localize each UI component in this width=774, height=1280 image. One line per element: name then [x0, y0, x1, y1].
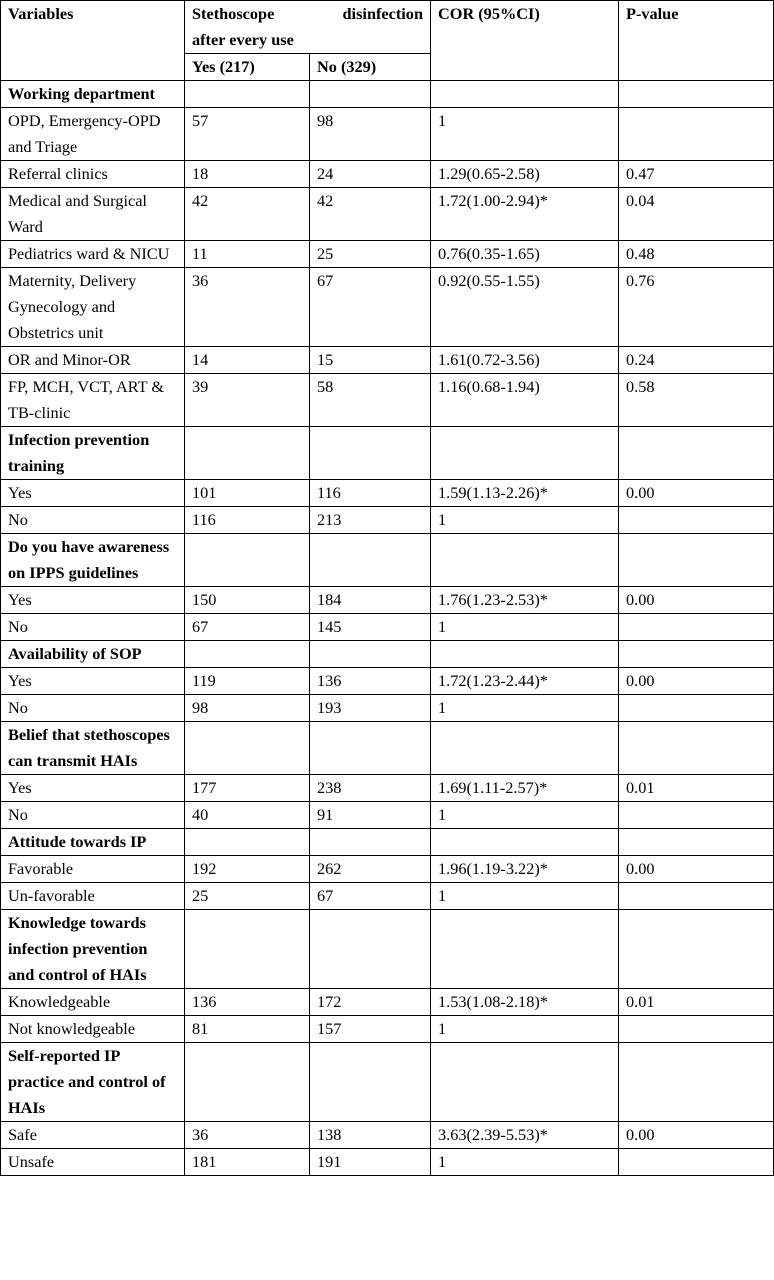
- cell-pvalue: [619, 695, 774, 722]
- cell-no: [310, 910, 431, 989]
- cell-yes: 18: [185, 161, 310, 188]
- row-label: Unsafe: [1, 1149, 185, 1176]
- cell-yes: 150: [185, 587, 310, 614]
- cell-pvalue: 0.00: [619, 856, 774, 883]
- section-row: [1, 910, 774, 989]
- cell-pvalue: [619, 722, 774, 775]
- cell-cor: 0.76(0.35-1.65): [431, 241, 619, 268]
- cell-cor: 1.29(0.65-2.58): [431, 161, 619, 188]
- header-no: No (329): [310, 54, 431, 81]
- row-label: Attitude towards IP: [1, 829, 185, 856]
- cell-no: [310, 427, 431, 480]
- table-row: [1, 1122, 774, 1149]
- table-row: [1, 1149, 774, 1176]
- row-label: OPD, Emergency-OPD and Triage: [1, 108, 185, 161]
- section-row: [1, 1043, 774, 1122]
- cell-pvalue: [619, 108, 774, 161]
- cell-yes: 36: [185, 1122, 310, 1149]
- row-label: Pediatrics ward & NICU: [1, 241, 185, 268]
- section-row: [1, 427, 774, 480]
- section-row: [1, 534, 774, 587]
- table-row: [1, 480, 774, 507]
- table-row: [1, 507, 774, 534]
- cell-no: 91: [310, 802, 431, 829]
- cell-yes: 119: [185, 668, 310, 695]
- row-label: Belief that stethoscopes can transmit HAIs: [1, 722, 185, 775]
- row-label: Do you have awareness on IPPS guidelines: [1, 534, 185, 587]
- row-label: FP, MCH, VCT, ART & TB-clinic: [1, 374, 185, 427]
- row-label: OR and Minor-OR: [1, 347, 185, 374]
- cell-no: 15: [310, 347, 431, 374]
- cell-pvalue: [619, 910, 774, 989]
- row-label: No: [1, 507, 185, 534]
- cell-cor: 1: [431, 507, 619, 534]
- cell-cor: 1: [431, 695, 619, 722]
- table-row: [1, 989, 774, 1016]
- cell-pvalue: 0.24: [619, 347, 774, 374]
- cell-yes: 39: [185, 374, 310, 427]
- cell-pvalue: 0.01: [619, 775, 774, 802]
- table-row: [1, 347, 774, 374]
- cell-no: 145: [310, 614, 431, 641]
- cell-yes: [185, 910, 310, 989]
- cell-pvalue: 0.00: [619, 587, 774, 614]
- row-label: Yes: [1, 480, 185, 507]
- cell-cor: 1.76(1.23-2.53)*: [431, 587, 619, 614]
- cell-pvalue: 0.47: [619, 161, 774, 188]
- cell-cor: 1.96(1.19-3.22)*: [431, 856, 619, 883]
- table-body: [1, 81, 774, 1176]
- cell-yes: 57: [185, 108, 310, 161]
- cell-cor: [431, 829, 619, 856]
- cell-cor: [431, 641, 619, 668]
- cell-yes: 116: [185, 507, 310, 534]
- cell-no: 136: [310, 668, 431, 695]
- cell-no: [310, 641, 431, 668]
- cell-cor: [431, 722, 619, 775]
- cell-cor: [431, 1043, 619, 1122]
- cell-cor: 1: [431, 802, 619, 829]
- row-label: Yes: [1, 587, 185, 614]
- cell-cor: 1: [431, 1016, 619, 1043]
- cell-no: [310, 81, 431, 108]
- row-label: No: [1, 614, 185, 641]
- section-row: [1, 81, 774, 108]
- row-label: Referral clinics: [1, 161, 185, 188]
- cell-no: 67: [310, 268, 431, 347]
- cell-yes: 14: [185, 347, 310, 374]
- cell-pvalue: 0.00: [619, 480, 774, 507]
- header-cor: COR (95%CI): [431, 1, 619, 81]
- cell-cor: [431, 910, 619, 989]
- cell-cor: 1.61(0.72-3.56): [431, 347, 619, 374]
- row-label: No: [1, 695, 185, 722]
- section-row: [1, 641, 774, 668]
- cell-pvalue: 0.58: [619, 374, 774, 427]
- table-row: [1, 268, 774, 347]
- table-row: [1, 883, 774, 910]
- cell-pvalue: 0.00: [619, 1122, 774, 1149]
- cell-cor: 1.53(1.08-2.18)*: [431, 989, 619, 1016]
- cell-no: 58: [310, 374, 431, 427]
- cell-pvalue: [619, 1043, 774, 1122]
- row-label: Infection prevention training: [1, 427, 185, 480]
- cell-pvalue: [619, 534, 774, 587]
- cell-no: 24: [310, 161, 431, 188]
- row-label: Availability of SOP: [1, 641, 185, 668]
- cell-pvalue: [619, 883, 774, 910]
- row-label: Knowledgeable: [1, 989, 185, 1016]
- cell-yes: [185, 534, 310, 587]
- cell-yes: 40: [185, 802, 310, 829]
- cell-yes: 101: [185, 480, 310, 507]
- cell-pvalue: [619, 1149, 774, 1176]
- cell-cor: 1.72(1.00-2.94)*: [431, 188, 619, 241]
- cell-yes: [185, 1043, 310, 1122]
- row-label: Favorable: [1, 856, 185, 883]
- header-pvalue: P-value: [619, 1, 774, 81]
- cell-no: [310, 1043, 431, 1122]
- cell-yes: 25: [185, 883, 310, 910]
- header-row: [1, 1, 774, 54]
- cell-no: 193: [310, 695, 431, 722]
- cell-yes: [185, 722, 310, 775]
- cell-no: 213: [310, 507, 431, 534]
- table-row: [1, 374, 774, 427]
- cell-cor: 1.72(1.23-2.44)*: [431, 668, 619, 695]
- cell-pvalue: 0.48: [619, 241, 774, 268]
- cell-no: 98: [310, 108, 431, 161]
- cell-no: [310, 722, 431, 775]
- cell-cor: [431, 427, 619, 480]
- header-disinfection: [185, 1, 431, 54]
- cell-pvalue: 0.00: [619, 668, 774, 695]
- table-row: [1, 241, 774, 268]
- table-row: [1, 856, 774, 883]
- cell-yes: [185, 81, 310, 108]
- table-row: [1, 108, 774, 161]
- cell-yes: 181: [185, 1149, 310, 1176]
- cell-cor: 1.69(1.11-2.57)*: [431, 775, 619, 802]
- cell-pvalue: 0.76: [619, 268, 774, 347]
- table-row: [1, 188, 774, 241]
- cell-yes: 11: [185, 241, 310, 268]
- cell-no: 172: [310, 989, 431, 1016]
- cell-pvalue: [619, 1016, 774, 1043]
- cell-no: 238: [310, 775, 431, 802]
- cell-cor: 1: [431, 883, 619, 910]
- row-label: Un-favorable: [1, 883, 185, 910]
- table-row: [1, 695, 774, 722]
- table-row: [1, 802, 774, 829]
- cell-yes: 36: [185, 268, 310, 347]
- cell-no: 67: [310, 883, 431, 910]
- row-label: No: [1, 802, 185, 829]
- cell-pvalue: [619, 507, 774, 534]
- cell-yes: 192: [185, 856, 310, 883]
- cell-no: 262: [310, 856, 431, 883]
- cell-pvalue: [619, 81, 774, 108]
- cell-no: 157: [310, 1016, 431, 1043]
- row-label: Maternity, Delivery Gynecology and Obstetrics unit: [1, 268, 185, 347]
- cell-cor: 1: [431, 108, 619, 161]
- table-row: [1, 161, 774, 188]
- row-label: Yes: [1, 668, 185, 695]
- cell-no: 191: [310, 1149, 431, 1176]
- cell-cor: 0.92(0.55-1.55): [431, 268, 619, 347]
- cell-cor: 3.63(2.39-5.53)*: [431, 1122, 619, 1149]
- cell-cor: [431, 534, 619, 587]
- cell-cor: 1.16(0.68-1.94): [431, 374, 619, 427]
- cell-yes: [185, 829, 310, 856]
- row-label: Self-reported IP practice and control of HAIs: [1, 1043, 185, 1122]
- header-yes: Yes (217): [185, 54, 310, 81]
- cell-yes: 67: [185, 614, 310, 641]
- cell-pvalue: [619, 641, 774, 668]
- header-disinfection-line1: Stethoscope disinfection: [192, 4, 424, 23]
- cell-pvalue: [619, 802, 774, 829]
- cell-no: [310, 829, 431, 856]
- row-label: Yes: [1, 775, 185, 802]
- table-row: [1, 668, 774, 695]
- row-label: Medical and Surgical Ward: [1, 188, 185, 241]
- cell-no: [310, 534, 431, 587]
- cell-yes: 177: [185, 775, 310, 802]
- cell-pvalue: [619, 614, 774, 641]
- cell-no: 25: [310, 241, 431, 268]
- cell-no: 184: [310, 587, 431, 614]
- cell-no: 138: [310, 1122, 431, 1149]
- cell-yes: 42: [185, 188, 310, 241]
- cell-yes: [185, 641, 310, 668]
- cell-cor: 1.59(1.13-2.26)*: [431, 480, 619, 507]
- cell-no: 42: [310, 188, 431, 241]
- table-row: [1, 587, 774, 614]
- cell-yes: 98: [185, 695, 310, 722]
- table-row: [1, 614, 774, 641]
- cell-pvalue: 0.01: [619, 989, 774, 1016]
- section-row: [1, 829, 774, 856]
- header-variables: Variables: [1, 1, 185, 81]
- row-label: Safe: [1, 1122, 185, 1149]
- row-label: Working department: [1, 81, 185, 108]
- cell-pvalue: [619, 829, 774, 856]
- table-row: [1, 1016, 774, 1043]
- row-label: Knowledge towards infection prevention and control of HAIs: [1, 910, 185, 989]
- cell-pvalue: [619, 427, 774, 480]
- table-row: [1, 775, 774, 802]
- cell-yes: [185, 427, 310, 480]
- cell-yes: 136: [185, 989, 310, 1016]
- cell-cor: 1: [431, 614, 619, 641]
- cell-cor: [431, 81, 619, 108]
- cell-no: 116: [310, 480, 431, 507]
- header-disinfection-line2: after every use: [192, 30, 294, 49]
- section-row: [1, 722, 774, 775]
- cell-cor: 1: [431, 1149, 619, 1176]
- cell-pvalue: 0.04: [619, 188, 774, 241]
- cell-yes: 81: [185, 1016, 310, 1043]
- row-label: Not knowledgeable: [1, 1016, 185, 1043]
